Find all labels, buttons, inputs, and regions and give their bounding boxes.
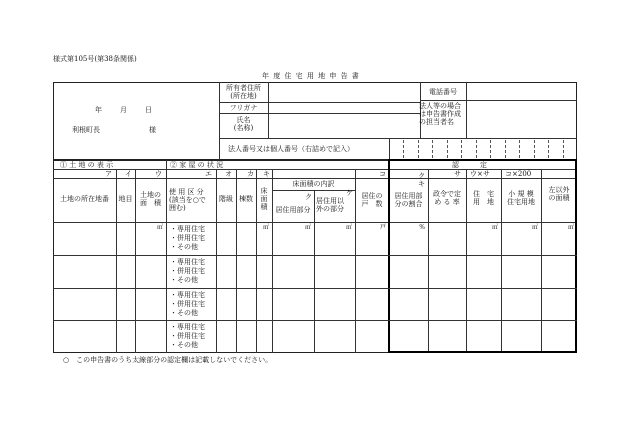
table-row[interactable]: [53, 320, 577, 353]
corp-contact-field[interactable]: [467, 101, 576, 137]
hdr-buildings: 棟数: [239, 195, 253, 203]
corp-number-digit-divider: [447, 140, 448, 158]
corp-number-digit-divider: [505, 140, 506, 158]
small-residential-unit: ㎡: [531, 224, 538, 231]
use-class-option[interactable]: ・専用住宅: [170, 290, 205, 299]
use-class-option[interactable]: ・その他: [170, 341, 198, 350]
use-class-options[interactable]: [170, 258, 205, 285]
corp-number-digit-divider: [519, 140, 520, 158]
col-letter-u: ウ: [155, 170, 162, 178]
col-letter-ko-200: コ×200: [505, 170, 532, 178]
hdr-land-class: 地目: [118, 195, 133, 203]
corp-number-boxes[interactable]: [389, 138, 577, 160]
corp-contact-label: 法人等の場合 は申告書作成 の担当者名: [419, 102, 461, 126]
use-class-option[interactable]: ・その他: [170, 243, 198, 251]
col-letter-ke: ケ: [346, 189, 353, 197]
ratio-unit: %: [419, 224, 425, 231]
hdr-location: 土地の所在地番: [60, 195, 109, 203]
col-letter-ka: カ: [247, 170, 254, 178]
land-area-unit: ㎡: [156, 224, 163, 231]
col-letter-e: エ: [205, 170, 212, 178]
corp-number-digit-divider: [534, 140, 535, 158]
hdr-other-area: 左以外 の面積: [548, 186, 570, 202]
furigana-label: フリガナ: [229, 104, 258, 112]
hdr-residential-land: 住 宅 用 地: [473, 190, 494, 206]
hdr-non-residential: 居住用以 外の部分: [316, 197, 344, 213]
use-class-option[interactable]: ・併用住宅: [170, 332, 205, 341]
name-field[interactable]: [269, 114, 419, 137]
use-class-option[interactable]: ・その他: [170, 275, 198, 284]
use-class-option[interactable]: ・併用住宅: [170, 234, 205, 242]
hdr-land-area: 土地の 面 積: [140, 191, 161, 207]
form-number: 様式第105号(第38条関係): [53, 55, 137, 63]
use-class-option[interactable]: ・併用住宅: [170, 299, 205, 308]
section-land: ① 土 地 の 表 示: [60, 161, 114, 169]
corp-number-digit-divider: [432, 140, 433, 158]
phone-field[interactable]: [467, 83, 576, 99]
use-class-option[interactable]: ・併用住宅: [170, 266, 205, 275]
name-label: 氏名 (名称): [233, 116, 254, 132]
section-approval: 認 定: [452, 161, 487, 169]
hdr-govt-rate: 政令で定 め る 率: [433, 190, 461, 206]
col-letter-sa: サ: [454, 170, 461, 178]
corp-number-digit-divider: [461, 140, 462, 158]
use-class-option[interactable]: ・その他: [170, 308, 198, 317]
col-letter-i: イ: [125, 170, 132, 178]
hdr-residential-part: 居住用部分: [275, 206, 311, 214]
corp-number-digit-divider: [418, 140, 419, 158]
table-row[interactable]: [53, 288, 577, 321]
footer-note: ○ この申告書のうち太線部分の認定欄は記載しないでください。: [63, 356, 273, 364]
col-letter-o: オ: [225, 170, 232, 178]
furigana-field[interactable]: [269, 103, 419, 112]
date-year: 年: [95, 106, 102, 114]
use-class-options[interactable]: [170, 291, 205, 318]
corp-number-digit-divider: [548, 140, 549, 158]
form-title: 年 度 住 宅 用 地 申 告 書: [262, 72, 360, 80]
floor-area-unit: ㎡: [262, 224, 269, 231]
households-unit: 戸: [379, 224, 386, 231]
date-month: 月: [120, 106, 127, 114]
hdr-floors: 階級: [219, 195, 233, 203]
col-letter-ki: キ: [263, 170, 270, 178]
hdr-use-class: 使 用 区 分 (該当を○で 囲む): [169, 188, 206, 212]
use-class-option[interactable]: ・専用住宅: [170, 257, 205, 266]
use-class-options[interactable]: [170, 225, 205, 252]
addressee: 利根町長: [72, 126, 100, 134]
col-letter-ko: コ: [379, 170, 386, 178]
owner-address-field[interactable]: [269, 83, 419, 101]
use-class-options[interactable]: [170, 323, 205, 350]
hdr-floor-breakdown: 床面積の内訳: [292, 180, 335, 188]
section-house: ② 家 屋 の 状 況: [170, 161, 224, 169]
corp-number-digit-divider: [476, 140, 477, 158]
non-residential-unit: ㎡: [345, 224, 352, 231]
phone-label: 電話番号: [429, 88, 457, 96]
hdr-small-residential: 小 規 模 住宅用地: [507, 190, 535, 206]
date-day: 日: [145, 106, 152, 114]
corp-number-digit-divider: [563, 140, 564, 158]
residential-land-unit: ㎡: [491, 224, 498, 231]
col-letter-ku: ク: [305, 193, 312, 201]
corp-number-label: 法人番号又は個人番号（右詰めで記入）: [228, 145, 354, 153]
col-letter-u-sa: ウ×サ: [470, 170, 490, 178]
col-letter-ku-ki: ク キ: [418, 172, 425, 188]
other-area-unit: ㎡: [567, 224, 574, 231]
corp-number-digit-divider: [403, 140, 404, 158]
corp-number-digit-divider: [490, 140, 491, 158]
hdr-floor-area: 床 面 積: [260, 187, 268, 211]
table-row[interactable]: [53, 255, 577, 288]
use-class-option[interactable]: ・専用住宅: [170, 323, 205, 332]
honorific: 様: [149, 126, 156, 134]
residential-part-unit: ㎡: [304, 224, 311, 231]
use-class-option[interactable]: ・専用住宅: [170, 225, 205, 233]
col-letter-a: ア: [105, 170, 112, 178]
corp-number-left-edge: [389, 138, 390, 160]
hdr-residential-ratio: 居住用部 分の割合: [394, 192, 423, 208]
hdr-households: 居住の 戸 数: [361, 192, 383, 208]
owner-address-label: 所有者住所 (所在地): [226, 84, 261, 100]
